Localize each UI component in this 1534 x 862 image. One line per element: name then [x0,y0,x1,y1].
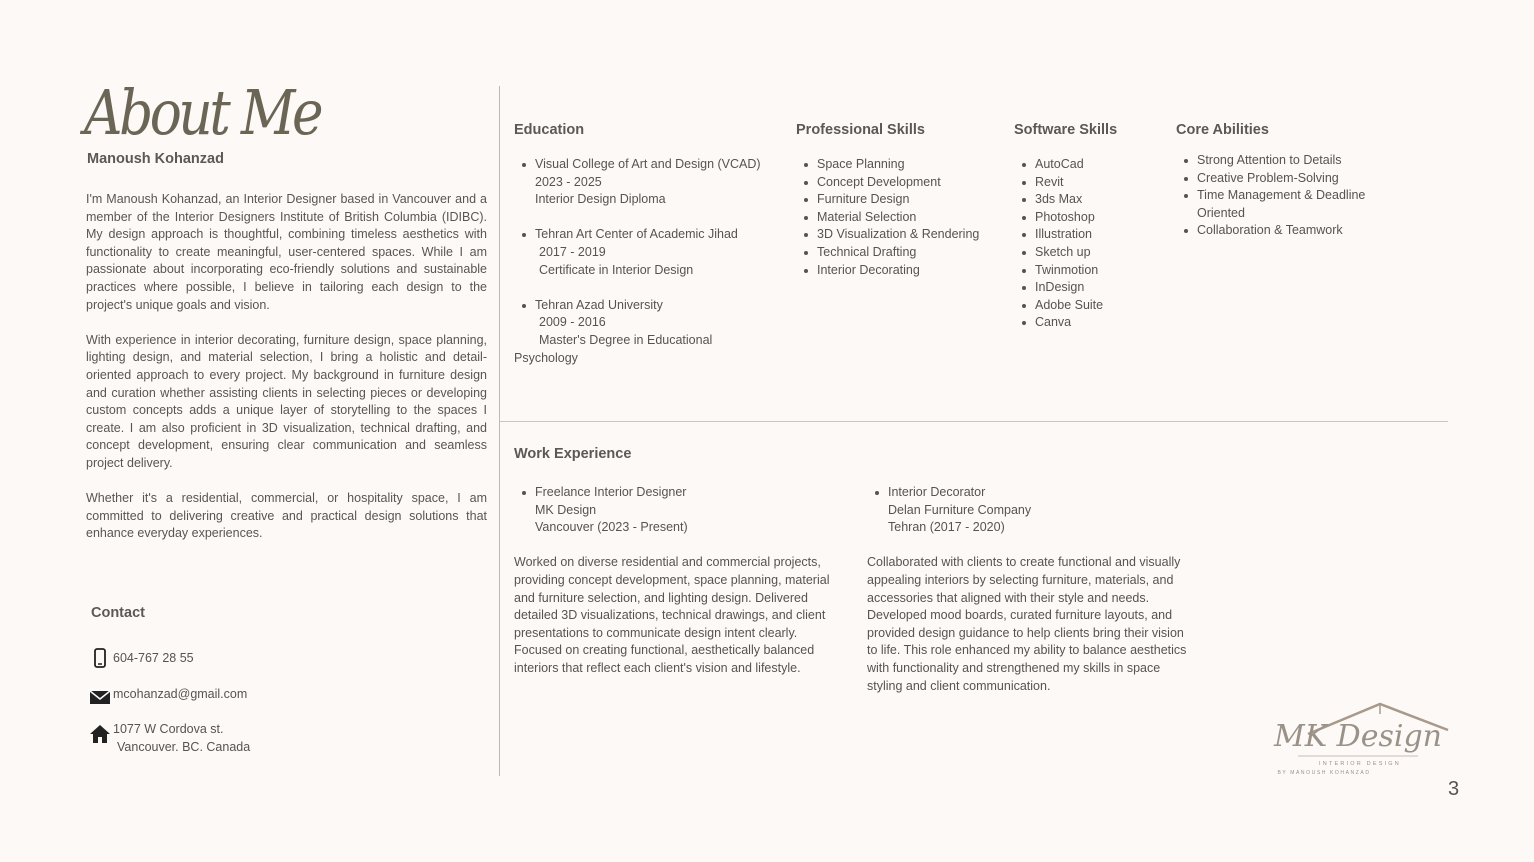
software-item: 3ds Max [1014,191,1164,209]
ability-item: Collaboration & Teamwork [1176,222,1406,240]
contact-email [89,686,247,706]
professional-skills-list [796,156,1006,279]
job-place: Vancouver (2023 - Present) [535,520,688,535]
professional-skills-heading: Professional Skills [796,122,925,138]
mk-design-logo [1268,700,1450,780]
page-number: 3 [1448,778,1460,800]
skill-item: Furniture Design [796,191,1006,209]
page-title: About Me [84,76,321,149]
education-list [514,156,784,367]
contact-phone [89,648,194,668]
software-item: Sketch up [1014,244,1164,262]
designer-name: Manoush Kohanzad [87,151,224,167]
software-item: Illustration [1014,226,1164,244]
vertical-divider [499,86,500,776]
bio [86,191,487,560]
education-item: Tehran Azad University [514,297,784,315]
logo-line-2: BY MANOUSH KOHANZAD [1277,770,1371,776]
logo-line-1: INTERIOR DESIGN [1319,761,1401,767]
home-icon [89,721,111,741]
software-skills-heading: Software Skills [1014,122,1118,138]
address-line-1: 1077 W Cordova st. [113,722,224,736]
software-item: Adobe Suite [1014,297,1164,315]
phone-icon [89,648,111,668]
software-item: Revit [1014,174,1164,192]
skill-item: Material Selection [796,209,1006,227]
education-heading: Education [514,122,585,138]
bio-paragraph-3: Whether it's a residential, commercial, or hospitality space, I am committed to delivering creative and practical design solutions that enhance everyday experiences. [86,491,487,541]
contact-address [89,721,250,756]
education-years: 2009 - 2016 [539,315,606,330]
ability-item: Strong Attention to Details [1176,152,1406,170]
job-place: Tehran (2017 - 2020) [888,520,1005,535]
software-item: Twinmotion [1014,262,1164,280]
job-2 [867,484,1207,695]
phone-number[interactable]: 604-767 28 55 [113,651,194,665]
job-role: Freelance Interior Designer [514,484,854,502]
education-degree: Certificate in Interior Design [539,262,694,277]
core-abilities-heading: Core Abilities [1176,122,1269,138]
education-degree-cont: Psychology [514,350,578,365]
email-address[interactable]: mcohanzad@gmail.com [113,687,248,701]
logo-script: MK Design [1274,719,1442,754]
software-skills-list [1014,156,1164,332]
skill-item: Space Planning [796,156,1006,174]
job-1 [514,484,854,678]
mail-icon [89,686,111,706]
software-item: AutoCad [1014,156,1164,174]
ability-item: Time Management & Deadline Oriented [1176,187,1406,222]
bio-paragraph-2: With experience in interior decorating, furniture design, space planning, lighting design, and material selection, I bring a holistic and detail-oriented approach to every project. My background in furniture design and curation whether assisting clients in selecting pieces or developing custom concepts adds a unique layer of storytelling to the spaces I create. I am also proficient in 3D visualization, technical drafting, and concept development, ensuring clear communication and seamless project delivery. [86,332,487,470]
ability-item: Creative Problem-Solving [1176,170,1406,188]
software-item: InDesign [1014,279,1164,297]
horizontal-divider [499,421,1448,422]
job-description: Worked on diverse residential and commercial projects, providing concept development, space planning, material and furniture selection, and lighting design. Delivered detailed 3D visualizations, technical drawings, and client presentations to communicate design intent clearly. Focused on creating functional, aesthetically balanced interiors that reflect each client's vision and lifestyle. [514,555,830,675]
education-degree: Master's Degree in Educational [539,332,713,347]
education-years: 2023 - 2025 [535,174,602,189]
education-years: 2017 - 2019 [539,244,606,259]
skill-item: Concept Development [796,174,1006,192]
job-role: Interior Decorator [867,484,1207,502]
skill-item: Interior Decorating [796,262,1006,280]
skill-item: Technical Drafting [796,244,1006,262]
skill-item: 3D Visualization & Rendering [796,226,1006,244]
software-item: Canva [1014,314,1164,332]
address-line-2: Vancouver. BC. Canada [117,739,251,754]
software-item: Photoshop [1014,209,1164,227]
education-item: Visual College of Art and Design (VCAD) [514,156,784,174]
work-experience-heading: Work Experience [514,446,632,462]
job-company: MK Design [535,502,597,517]
education-item: Tehran Art Center of Academic Jihad [514,226,784,244]
core-abilities-list [1176,152,1406,240]
job-description: Collaborated with clients to create functional and visually appealing interiors by selecting furniture, materials, and accessories that aligned with their style and needs. Developed mood boards, curated furniture layouts, and provided design guidance to help clients bring their vision to life. This role enhanced my ability to balance aesthetics with functionality and strengthened my skills in space styling and client communication. [867,555,1187,693]
bio-paragraph-1: I'm Manoush Kohanzad, an Interior Designer based in Vancouver and a member of the Interior Designers Institute of British Columbia (IDIBC). My design approach is thoughtful, combining timeless aesthetics with functionality to create meaningful, user-centered spaces. While I am passionate about incorporating eco-friendly solutions and sustainable practices where possible, I believe in tailoring each design to the project's unique goals and vision. [86,192,487,312]
job-company: Delan Furniture Company [888,502,1032,517]
contact-heading: Contact [91,605,145,621]
education-degree: Interior Design Diploma [535,192,666,207]
